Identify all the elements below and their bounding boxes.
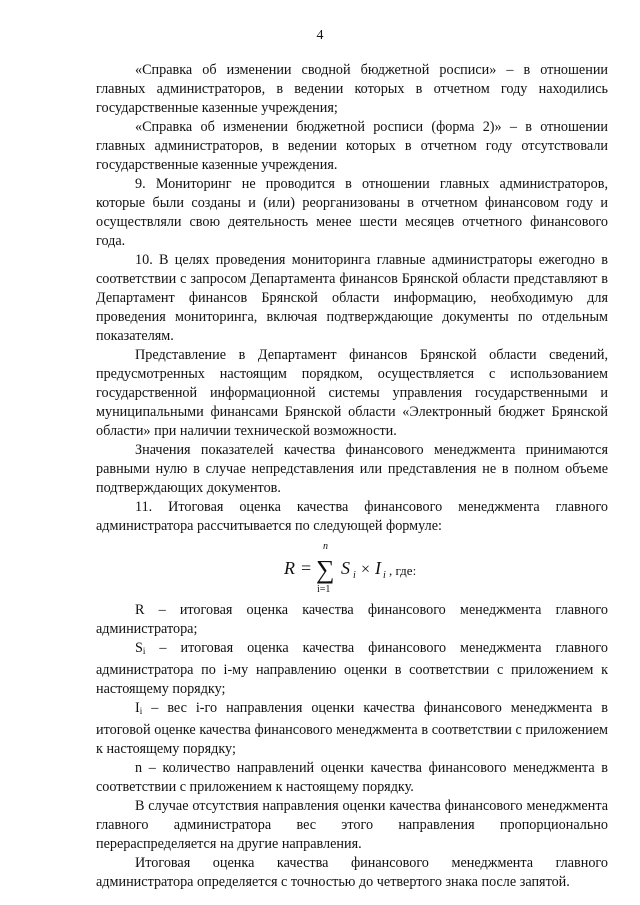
definition-r: R – итоговая оценка качества финансового менеджмента главного администратора; — [96, 602, 608, 637]
definition-i-text: – вес i-го направления оценки качества финансового менеджмента в итоговой оценке качества финансового менеджмента в соответствии с приложением к настоящему порядку; — [96, 700, 608, 757]
paragraph-submission: Представление в Департамент финансов Брянской области сведений, предусмотренных настоящим порядком, осуществляется с использованием государственной информационной системы управления государственными и муниципальными финансами Брянской области «Электронный бюджет Брянской области» при наличии технической возможности. — [96, 347, 608, 439]
definition-i-sub: i — [139, 706, 143, 716]
formula-lhs: R — [284, 558, 295, 578]
formula-sum-upper: n — [323, 541, 328, 552]
paragraph-item-11: 11. Итоговая оценка качества финансового менеджмента главного администратора рассчитывается по следующей формуле: — [96, 499, 608, 534]
formula-sigma: ∑ — [316, 555, 335, 584]
paragraph-redistribution: В случае отсутствия направления оценки качества финансового менеджмента главного администратора вес этого направления пропорционально перераспределяется на другие направления. — [96, 798, 608, 852]
paragraph-item-9: 9. Мониторинг не проводится в отношении главных администраторов, которые были созданы и (или) реорганизованы в отчетном финансовом году и осуществляли свою деятельность менее шести месяцев отчетного финансового года. — [96, 176, 608, 249]
formula-suffix: , где: — [389, 563, 417, 578]
formula-equals: = — [301, 558, 312, 578]
paragraph-precision: Итоговая оценка качества финансового менеджмента главного администратора определяется с точностью до четвертого знака после запятой. — [96, 855, 608, 890]
definition-s — [96, 639, 608, 699]
formula-svg — [284, 539, 444, 595]
definition-i-letter: I — [135, 700, 140, 716]
formula-s: S — [341, 558, 350, 578]
formula-block — [96, 539, 608, 595]
page-number: 4 — [316, 28, 324, 43]
paragraph-item-10: 10. В целях проведения мониторинга главные администраторы ежегодно в соответствии с запросом Департамента финансов Брянской области представляют в Департамент финансов Брянской области информацию, необходимую для проведения мониторинга, включая подтверждающие документы по отдельным показателям. — [96, 252, 608, 344]
definition-s-letter: S — [135, 640, 143, 656]
formula-sum-lower: i=1 — [317, 584, 331, 595]
definition-s-sub: i — [142, 646, 146, 656]
formula-times: × — [361, 561, 371, 578]
paragraph-forma-2: «Справка об изменении бюджетной росписи (форма 2)» – в отношении главных администраторов, в ведении которых в отчетном году отсутствовали государственные казенные учреждения. — [96, 119, 608, 173]
formula-i: I — [375, 558, 381, 578]
formula-i-sub: i — [383, 570, 386, 581]
paragraph-svodnaya: «Справка об изменении сводной бюджетной росписи» – в отношении главных администраторов, в ведении которых в отчетном году находились государственные казенные учреждения; — [96, 62, 608, 116]
definition-s-text: – итоговая оценка качества финансового менеджмента главного администратора по i-му направлению оценки в соответствии с приложением к настоящему порядку; — [96, 640, 608, 697]
formula-s-sub: i — [353, 570, 356, 581]
definition-n: n – количество направлений оценки качества финансового менеджмента в соответствии с приложением к настоящему порядку. — [96, 760, 608, 795]
definition-i — [96, 699, 608, 759]
paragraph-zero-values: Значения показателей качества финансового менеджмента принимаются равными нулю в случае непредставления или представления не в полном объеме подтверждающих документов. — [96, 442, 608, 496]
document-body — [96, 61, 608, 892]
